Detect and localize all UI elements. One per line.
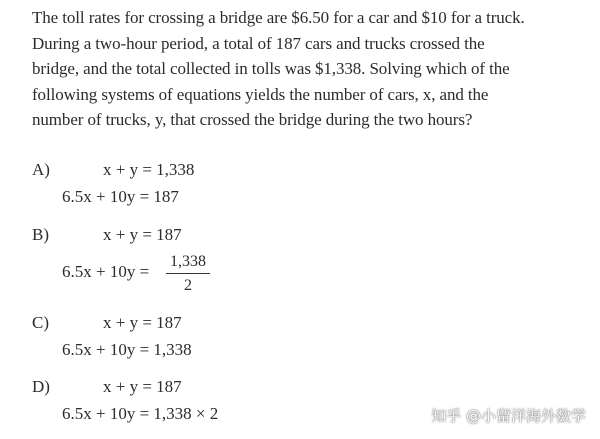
equation-2: 6.5x + 10y = 1,338 × 2 <box>62 404 219 423</box>
question-line: number of trucks, y, that crossed the bridge during the two hours? <box>32 110 473 129</box>
equation-1: x + y = 1,338 <box>103 160 195 179</box>
fraction <box>166 253 210 295</box>
choice-letter: B) <box>32 225 49 244</box>
fraction-numerator: 1,338 <box>170 253 206 270</box>
equation-2: 6.5x + 10y = 187 <box>62 187 179 206</box>
choice-letter: A) <box>32 160 50 179</box>
watermark: 知乎 @小留洋海外数学 <box>431 407 586 425</box>
fraction-bar <box>166 273 210 274</box>
question-line: During a two-hour period, a total of 187 cars and trucks crossed the <box>32 33 485 53</box>
equation-2-left: 6.5x + 10y = <box>62 262 150 281</box>
question-line: The toll rates for crossing a bridge are $6.50 for a car and $10 for a truck. <box>32 8 525 27</box>
equation-1: x + y = 187 <box>103 377 182 396</box>
choice-letter: D) <box>32 377 50 396</box>
equation-1: x + y = 187 <box>103 313 182 332</box>
question-line: following systems of equations yields the number of cars, x, and the <box>32 84 489 104</box>
equation-2: 6.5x + 10y = 1,338 <box>62 340 192 359</box>
equation-1: x + y = 187 <box>103 225 182 244</box>
question-line: bridge, and the total collected in tolls was $1,338. Solving which of the <box>32 59 510 78</box>
choice-letter: C) <box>32 313 49 332</box>
question-text <box>32 5 592 133</box>
fraction-denominator: 2 <box>184 277 192 294</box>
